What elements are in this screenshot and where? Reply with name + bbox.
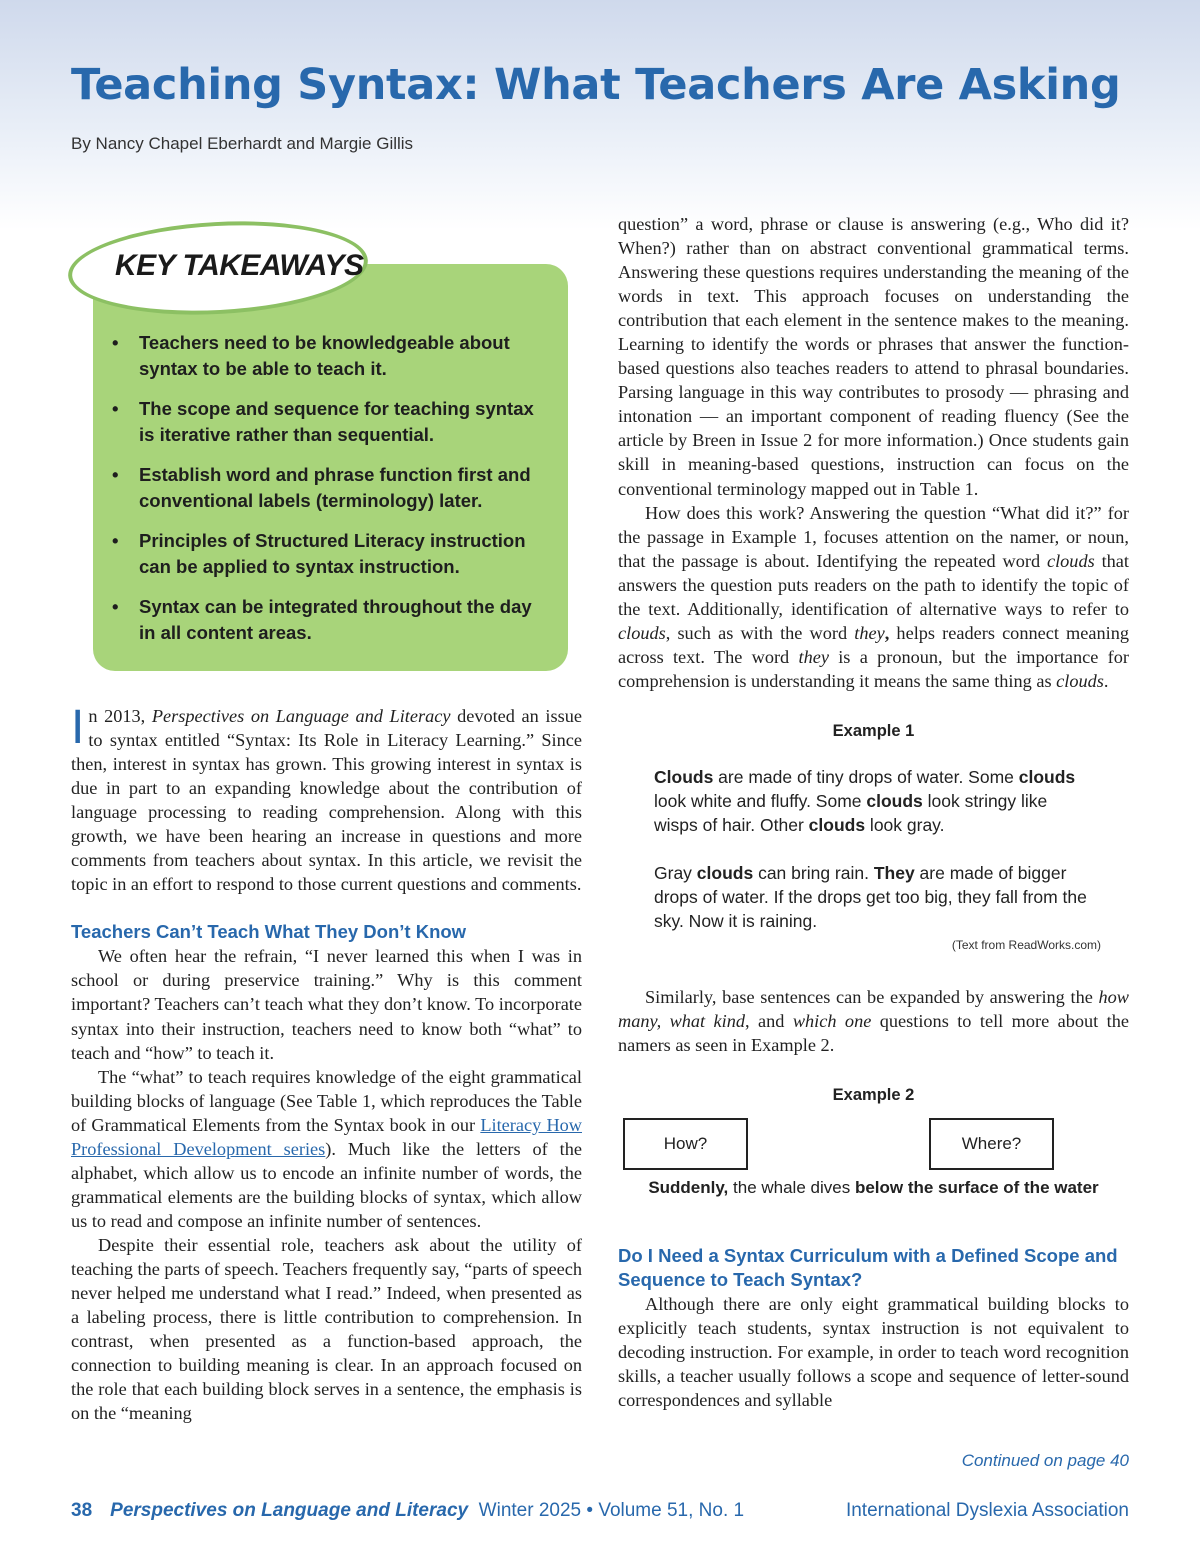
example-1-source: (Text from ReadWorks.com) [951, 937, 1101, 952]
journal-title: Perspectives on Language and Literacy [110, 1500, 469, 1521]
page-number: 38 [71, 1500, 93, 1521]
drop-cap: I [71, 701, 85, 754]
pd-series-link[interactable]: Literacy How Professional Development series [71, 1114, 582, 1159]
left-column [71, 701, 582, 1425]
key-takeaways-list [112, 330, 542, 660]
takeaway-item: • Teachers need to be knowledgeable about syntax to be able to teach it. [112, 330, 542, 382]
takeaway-item: • Principles of Structured Literacy instruction can be applied to syntax instruction. [112, 528, 542, 580]
section-heading: Teachers Can’t Teach What They Don’t Know [71, 921, 467, 943]
example-1-title: Example 1 [832, 721, 915, 740]
continued-note: Continued on page 40 [961, 1451, 1129, 1470]
key-takeaways-title: KEY TAKEAWAYS [115, 249, 364, 282]
article-title: Teaching Syntax: What Teachers Are Asking [71, 60, 1121, 110]
where-box: Where? [929, 1118, 1054, 1170]
example-2-sentence: Suddenly, the whale dives below the surface of the water [648, 1178, 1099, 1198]
example-2-title: Example 2 [832, 1086, 915, 1105]
body-paragraph: The “what” to teach requires knowledge of the eight grammatical building blocks of language (See Table 1, which reproduces the Table of Grammatical Elements from the Syntax book in our Literacy How Professional Development series). Much like the letters of the alphabet, which allow us to encode an infinite number of words, the grammatical elements are the building blocks of syntax, which allow us to read and compose an infinite number of sentences. [71, 1066, 582, 1231]
page-footer [71, 1500, 1129, 1528]
takeaway-item: • Syntax can be integrated throughout the day in all content areas. [112, 594, 542, 646]
how-box: How? [623, 1118, 748, 1170]
right-column [618, 212, 1129, 1413]
takeaway-item: • The scope and sequence for teaching syntax is iterative rather than sequential. [112, 396, 542, 448]
issue-info: Winter 2025 • Volume 51, No. 1 [478, 1500, 745, 1521]
example-1-text: Clouds are made of tiny drops of water. Some clouds look white and fluffy. Some clouds look stringy like wisps of hair. Other clouds look gray. [654, 766, 1076, 835]
section-heading: Do I Need a Syntax Curriculum with a Defined Scope and Sequence to Teach Syntax? [618, 1245, 1118, 1291]
body-paragraph: We often hear the refrain, “I never learned this when I was in school or during preservice training.” Why is this comment important? Teachers can’t teach what they don’t know. To incorporate syntax into their instruction, teachers need to know both “what” to teach and “how” to teach it. [71, 946, 582, 1063]
example-2-boxes [618, 1118, 1129, 1172]
body-paragraph: question” a word, phrase or clause is answering (e.g., Who did it? When?) rather than on abstract conventional grammatical terms. Answering these questions requires understanding the meaning of the words in text. This approach focuses on understanding the contribution that each element in the sentence makes to the meaning. Learning to identify the words or phrases that answer the function-based questions also teaches readers to attend to phrasal boundaries. Parsing language in this way contributes to prosody — phrasing and intonation — an important component of reading fluency (See the article by Breen in Issue 2 for more information.) Once students gain skill in meaning-based questions, instruction can focus on the conventional terminology mapped out in Table 1. [618, 214, 1129, 499]
body-paragraph: Despite their essential role, teachers ask about the utility of teaching the parts of speech. Teachers frequently say, “parts of speech never helped me understand what I read.” Indeed, when presented as a labeling process, there is little contribution to comprehension. In contrast, when presented as a function-based approach, the connection to building meaning is clear. In an approach focused on the role that each building block serves in a sentence, the emphasis is on the “meaning [71, 1234, 582, 1424]
byline: By Nancy Chapel Eberhardt and Margie Gillis [71, 134, 414, 153]
takeaway-item: • Establish word and phrase function first and conventional labels (terminology) later. [112, 462, 542, 514]
journal-name: Perspectives on Language and Literacy [151, 706, 451, 726]
intro-paragraph: In 2013, Perspectives on Language and Literacy devoted an issue to syntax entitled “Syntax: Its Role in Literacy Learning.” Since then, interest in syntax has grown. This growing interest in syntax is due in part to an expanding knowledge about the contribution of language processing to reading comprehension. Along with this growth, we have been hearing an increase in questions and more comments from teachers about syntax. In this article, we revisit the topic in an effort to respond to those current questions and comments. [71, 701, 582, 895]
header-background [0, 0, 1200, 230]
body-paragraph: Similarly, base sentences can be expanded by answering the how many, what kind, and which one questions to tell more about the namers as seen in Example 2. [618, 987, 1129, 1056]
body-paragraph: Although there are only eight grammatical building blocks to explicitly teach students, syntax instruction is not equivalent to decoding instruction. For example, in order to teach word recognition skills, a teacher usually follows a scope and sequence of letter-sound correspondences and syllable [618, 1294, 1129, 1411]
body-paragraph: How does this work? Answering the question “What did it?” for the passage in Example 1, focuses attention on the namer, or noun, that the passage is about. Identifying the repeated word clouds that answers the question puts readers on the path to identify the topic of the text. Additionally, identification of alternative ways to refer to clouds, such as with the word they, helps readers connect meaning across text. The word they is a pronoun, but the importance for comprehension is understanding it means the same thing as clouds. [618, 502, 1129, 691]
example-1-text: Gray clouds can bring rain. They are made of bigger drops of water. If the drops get too big, they fall from the sky. Now it is raining. [654, 862, 1087, 931]
association-name: International Dyslexia Association [845, 1500, 1129, 1521]
